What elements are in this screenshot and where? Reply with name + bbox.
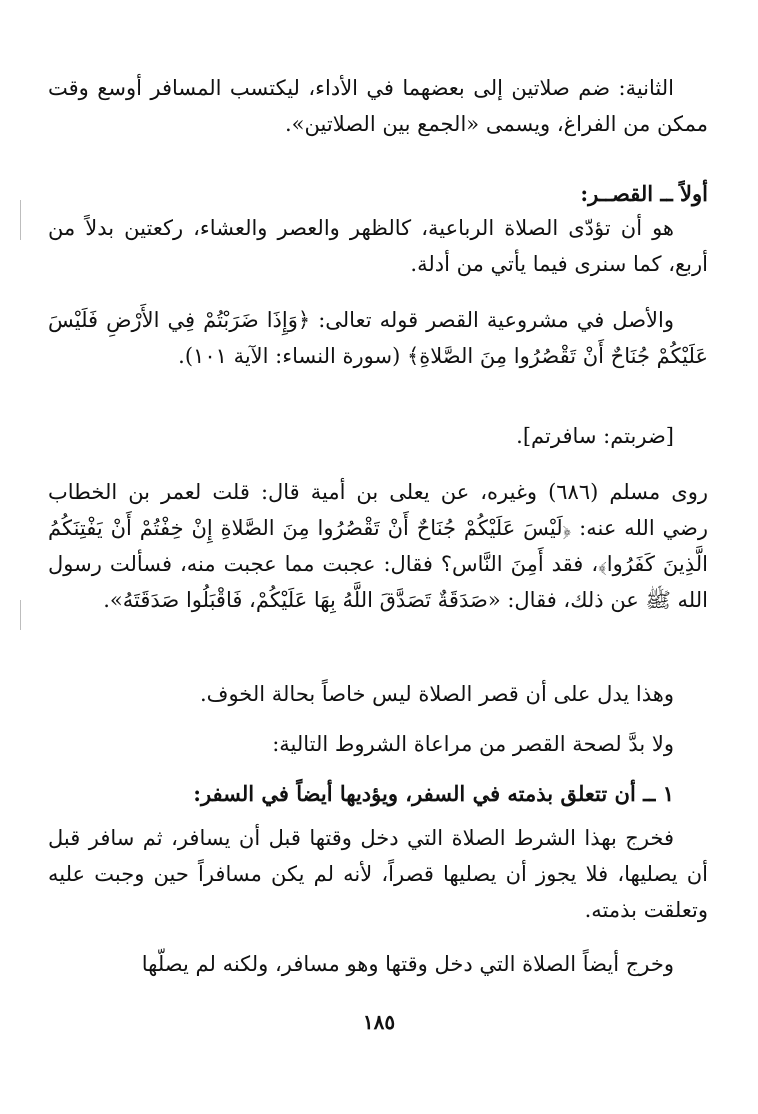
paragraph-condition-1-exclusion: فخرج بهذا الشرط الصلاة التي دخل وقتها قبل أن يسافر، ثم سافر قبل أن يصليها، فلا يجوز أن يصليها قصراً، لأنه لم يكن مسافراً حين وجبت عليه وتعلقت بذمته. bbox=[48, 826, 708, 922]
scan-edge-mark-top bbox=[20, 200, 21, 240]
page-number: ١٨٥ bbox=[362, 1010, 396, 1034]
paragraph-condition-1-continuation: وخرج أيضاً الصلاة التي دخل وقتها وهو مسافر، ولكنه لم يصلّها bbox=[141, 952, 674, 976]
scan-edge-mark-bottom bbox=[20, 600, 21, 630]
paragraph-second-definition: الثانية: ضم صلاتين إلى بعضهما في الأداء، ليكتسب المسافر أوسع وقت ممكن من الفراغ، ويسمى «الجمع بين الصلاتين». bbox=[48, 76, 708, 136]
paragraph-gloss: [ضربتم: سافرتم]. bbox=[516, 424, 674, 448]
paragraph-qasr-legitimacy: والأصل في مشروعية القصر قوله تعالى: ﴿وَإِذَا ضَرَبْتُمْ فِي الأَرْضِ فَلَيْسَ عَلَيْكُمْ جُنَاحٌ أَنْ تَقْصُرُوا مِنَ الصَّلاةِ﴾ (سورة النساء: الآية ١٠١). bbox=[48, 308, 708, 368]
paragraph-conditions-intro: ولا بدَّ لصحة القصر من مراعاة الشروط التالية: bbox=[272, 732, 674, 756]
paragraph-hadith-narration: روى مسلم (٦٨٦) وغيره، عن يعلى بن أمية قال: قلت لعمر بن الخطاب رضي الله عنه: ﴿لَيْسَ عَلَيْكُمْ جُنَاحٌ أَنْ تَقْصُرُوا مِنَ الصَّلاةِ إِنْ خِفْتُمْ أَنْ يَفْتِنَكُمُ الَّذِينَ كَفَرُوا﴾، فقد أَمِنَ النَّاس؟ فقال: عجبت مما عجبت منه، فسألت رسول الله ﷺ عن ذلك، فقال: «صَدَقَةٌ تَصَدَّقَ اللَّهُ بِهَا عَلَيْكُمْ، فَاقْبَلُوا صَدَقَتَهُ». bbox=[48, 480, 708, 612]
section-heading-qasr: أولاً ــ القصــر: bbox=[580, 181, 708, 206]
condition-1-heading: ١ ــ أن تتعلق بذمته في السفر، ويؤديها أيضاً في السفر: bbox=[193, 781, 674, 806]
paragraph-qasr-definition: هو أن تؤدّى الصلاة الرباعية، كالظهر والعصر والعشاء، ركعتين بدلاً من أربع، كما سنرى فيما يأتي من أدلة. bbox=[48, 216, 708, 276]
paragraph-not-limited-to-fear: وهذا يدل على أن قصر الصلاة ليس خاصاً بحالة الخوف. bbox=[200, 682, 674, 706]
